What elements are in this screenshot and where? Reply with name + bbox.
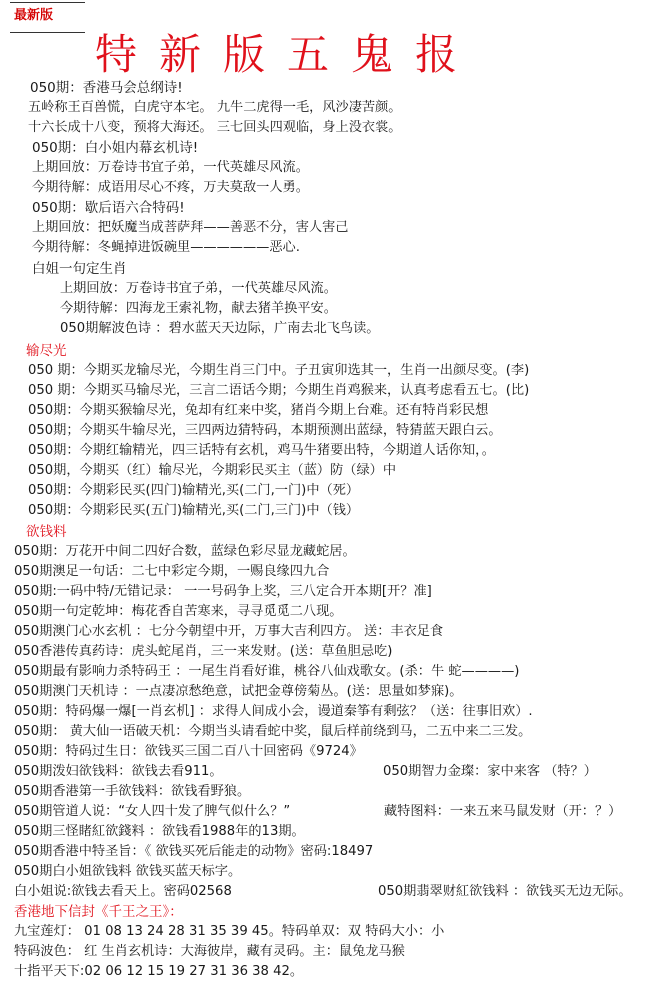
badge-underline [10,32,85,33]
text-line: 050期:一码中特/无错记录： 一一号码争上奖，三八定合开本期[开？准] [14,584,432,599]
text-line: 五岭称王百兽慌，白虎守本宅。 九牛二虎得一毛，风沙凄苦颜。 [28,100,402,115]
text-line: 050期：特码过生日：欲钱买三国二百八十回密码《9724》 [14,744,363,759]
text-line: 特码波色： 红 生肖玄机诗：大海彼岸，藏有灵码。主：鼠兔龙马猴 [14,944,405,959]
section-heading: 欲钱料 [26,524,67,540]
text-line: 050期：今期红输精光，四三话特有玄机，鸡马牛猪要出特，今期道人话你知，。 [28,443,495,458]
text-line: 050期白小姐欲钱料 欲钱买蓝天标字。 [14,864,242,879]
text-line: 050期：歇后语六合特码! [32,200,185,216]
text-line: 十指平天下:02 06 12 15 19 27 31 36 38 42。 [14,964,304,979]
text-line: 050 期：今期买马输尽光，三言二语话今期；今期生肖鸡猴来，认真考虑看五七。(比) [28,383,530,398]
section-heading: 香港地下信封《千王之王》： [14,904,183,920]
text-line: 050期香港第一手欲钱料：欲钱看野狼。 [14,784,251,799]
text-line: 今期待解：四海龙王索礼物，献去猪羊换平安。 [60,301,337,316]
text-line: 050期翡翠财紅欲钱料 ：欲钱买无边无际。 [378,884,632,899]
text-line: 050期最有影响力杀特码王 ：一尾生肖看好谁，桃谷八仙戏歌女。(杀：牛 蛇————) [14,664,520,679]
text-line: 050期：今期买猴输尽光，兔却有红来中奖，猪肖今期上台难。还有特肖彩民想 [28,403,489,418]
text-line: 050期智力金璨：家中来客 （特？） [383,764,597,779]
text-line: 050期澳足一句话：二七中彩定今期，一赐良缘四九合 [14,564,330,579]
text-line: 050期三怪睹紅欲錢料 ：欲钱看1988年的13期。 [14,824,305,839]
text-line: 050期；今期买牛输尽光，三四两边猜特码，本期预测出蓝绿，特猜蓝天跟白云。 [28,423,502,438]
text-line: 白姐一句定生肖 [32,261,127,277]
text-line: 上期回放：万卷诗书宜子弟，一代英雄尽风流。 [32,160,309,175]
text-line: 上期回放：把妖魔当成菩萨拜——善恶不分，害人害己 [32,220,349,235]
text-line: 050期解波色诗 ：碧水蓝天天边际，广南去北飞鸟读。 [60,321,380,336]
text-line: 050期：特码爆一爆[一肖玄机] ：求得人间成小会，谩道秦筝有剩弦？（送：往事旧欢）. [14,704,533,719]
text-line: 050期澳门心水玄机 ：七分今朝望中开，万事大吉利四方。 送：丰衣足食 [14,624,444,639]
top-rule [10,2,85,3]
text-line: 050期一句定乾坤：梅花香自苦寒来，寻寻觅觅二八现。 [14,604,343,619]
text-line: 050香港传真药诗：虎头蛇尾肖，三一来发财。(送：草鱼胆忌吃) [14,644,393,659]
text-line: 白小姐说:欲钱去看天上。密码02568 [14,884,232,899]
text-line: 050期泼妇欲钱料：欲钱去看911。 [14,764,223,779]
text-line: 050期香港中特圣旨：《 欲钱买死后能走的动物》密码:18497 [14,844,374,859]
text-line: 十六长成十八变，预将大海还。 三七回头四观临，身上没衣裳。 [28,120,402,135]
text-line: 050期澳门天机诗 ：一点凄凉愁绝意，试把金尊傍菊丛。(送：思量如梦寐)。 [14,684,463,699]
text-line: 050期：今期彩民买(四门)输精光,买(二门,一门)中（死） [28,483,360,498]
text-line: 050期：万花开中间二四好合数，蓝绿色彩尽显龙藏蛇居。 [14,544,356,559]
text-line: 050期： 黄大仙一语破天机：今期当头请看蛇中奖，鼠后样前绕到马，二五中来二三发。 [14,724,532,739]
text-line: 050期管道人说：“女人四十发了脾气似什么？” [14,804,291,819]
text-line: 050期：今期彩民买(五门)输精光,买(二门,三门)中（钱） [28,503,360,518]
text-line: 050期：白小姐内幕玄机诗! [32,140,199,156]
text-line: 藏特图料：一来五来马鼠发财（开：？） [384,804,622,819]
text-line: 050期，今期买（红）输尽光，今期彩民买主（蓝）防（绿）中 [28,463,397,478]
text-line: 九宝莲灯： 01 08 13 24 28 31 35 39 45。特码单双：双 特码大小：小 [14,924,445,939]
text-line: 上期回放：万卷诗书宜子弟，一代英雄尽风流。 [60,281,337,296]
text-line: 050期：香港马会总纲诗! [30,80,183,96]
text-line: 今期待解：成语用尽心不疼，万夫莫敌一人勇。 [32,180,309,195]
section-heading: 输尽光 [26,343,67,359]
edition-badge: 最新版 [14,8,54,23]
text-line: 050 期：今期买龙输尽光，今期生肖三门中。子丑寅卯选其一，生肖一出颜尽变。(李) [28,363,530,378]
text-line: 今期待解：冬蝇掉进饭碗里——————恶心. [32,240,300,255]
page-title: 特新版五鬼报 [95,30,480,79]
